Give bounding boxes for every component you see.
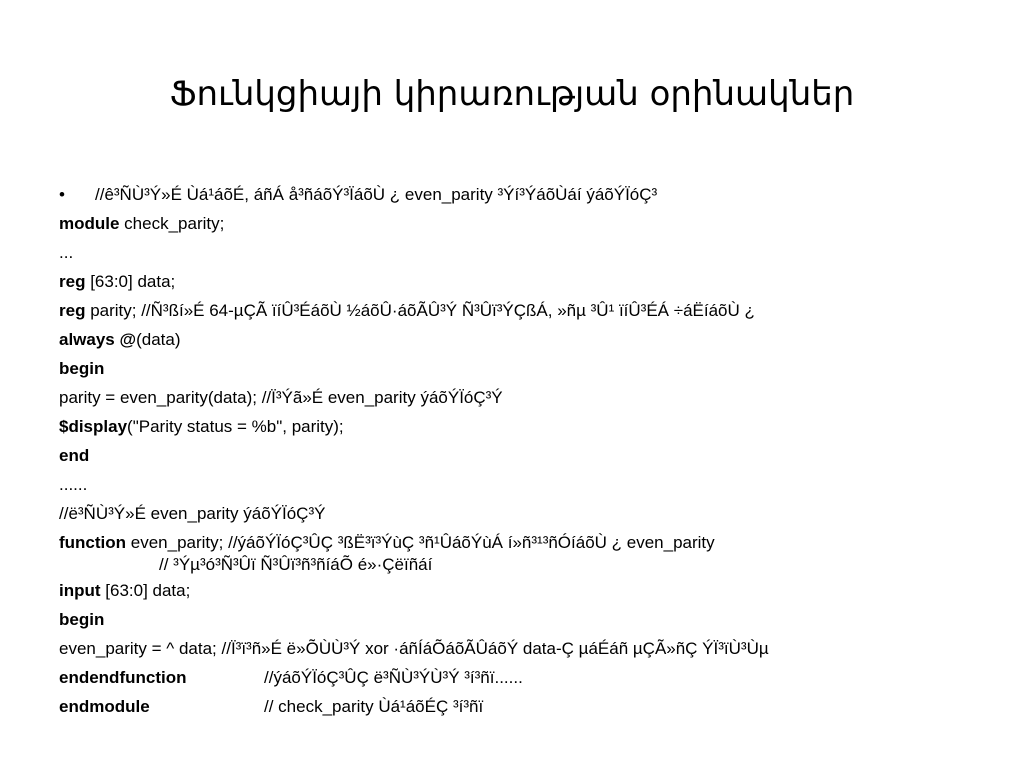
keyword: begin (59, 359, 105, 378)
code-text: even_parity = ^ data; //Ï³ï³ñ»É ë»ÕÙÙ³Ý xor ·áñÍáÕáõÃÛáõÝ data-Ç µáÉáñ µÇÃ»ñÇ ÝÏ³ïÙ³Ùµ (59, 639, 769, 658)
code-text: ...... (59, 475, 88, 494)
keyword: begin (59, 610, 105, 629)
code-line-function (59, 528, 999, 576)
code-line-reg-parity (59, 296, 999, 325)
code-text: parity = even_parity(data); //Ï³Ýã»É even_parity ýáõÝÏóÇ³Ý (59, 388, 503, 407)
code-line-module (59, 209, 999, 238)
keyword: endmodule (59, 697, 150, 716)
keyword: end (59, 446, 90, 465)
code-line-endmodule (59, 692, 999, 721)
code-text: //ýáõÝÏóÇ³ÛÇ ë³ÑÙ³ÝÙ³Ý ³í³ñï...... (264, 668, 523, 687)
code-text: ... (59, 243, 74, 262)
code-text: check_parity; (119, 214, 225, 233)
bullet-text: //ê³ÑÙ³Ý»É Ùá¹áõÉ, áñÁ å³ñáõÝ³ÏáõÙ ¿ even_parity ³Ýí³ÝáõÙáí ýáõÝÏóÇ³ (95, 185, 658, 204)
code-text: (data) (136, 330, 181, 349)
keyword: input (59, 581, 101, 600)
code-line-begin (59, 354, 999, 383)
code-line-end (59, 441, 999, 470)
keyword: $display (59, 417, 128, 436)
code-text: parity; //Ñ³ßí»É 64-µÇÃ ïíÛ³ÉáõÙ ½áõÛ·áõÃÛ³Ý Ñ³Ûï³ÝÇßÁ, »ñµ ³Û¹ ïíÛ³ÉÁ ÷áËíáõÙ ¿ (85, 301, 755, 320)
keyword: endendfunction (59, 668, 187, 687)
keyword: reg (59, 301, 86, 320)
code-text: even_parity; //ýáõÝÏóÇ³ÛÇ ³ßË³ï³ÝùÇ ³ñ¹ÛáõÝùÁ í»ñ³¹³ñÓíáõÙ ¿ even_parity (126, 533, 715, 552)
bullet-line (59, 180, 999, 209)
keyword: function (59, 533, 127, 552)
code-text: [63:0] data; (100, 581, 191, 600)
code-text: // check_parity Ùá¹áõÉÇ ³í³ñï (264, 697, 484, 716)
slide-content (59, 180, 999, 721)
code-line-display (59, 412, 999, 441)
code-line-ellipsis (59, 238, 999, 267)
keyword: module (59, 214, 120, 233)
code-line-always (59, 325, 999, 354)
code-comment-continuation: // ³Ýµ³ó³Ñ³Ûï Ñ³Ûï³ñ³ñíáÕ é»·Çëïñáí (159, 555, 433, 574)
code-line-reg-data (59, 267, 999, 296)
code-text: [63:0] data; (85, 272, 176, 291)
code-text: //ë³ÑÙ³Ý»É even_parity ýáõÝÏóÇ³Ý (59, 504, 326, 523)
slide-title: Ֆունկցիայի կիրառության օրինակներ (169, 74, 855, 114)
code-line-comment (59, 499, 999, 528)
bullet-icon: • (59, 185, 65, 204)
code-line-endfunction (59, 663, 999, 692)
code-line-input (59, 576, 999, 605)
code-line-dots (59, 470, 999, 499)
code-line-parity-assign (59, 383, 999, 412)
keyword: always @ (59, 330, 137, 349)
keyword: reg (59, 272, 86, 291)
code-line-begin-2 (59, 605, 999, 634)
code-text: ("Parity status = %b", parity); (127, 417, 344, 436)
code-line-xor (59, 634, 999, 663)
